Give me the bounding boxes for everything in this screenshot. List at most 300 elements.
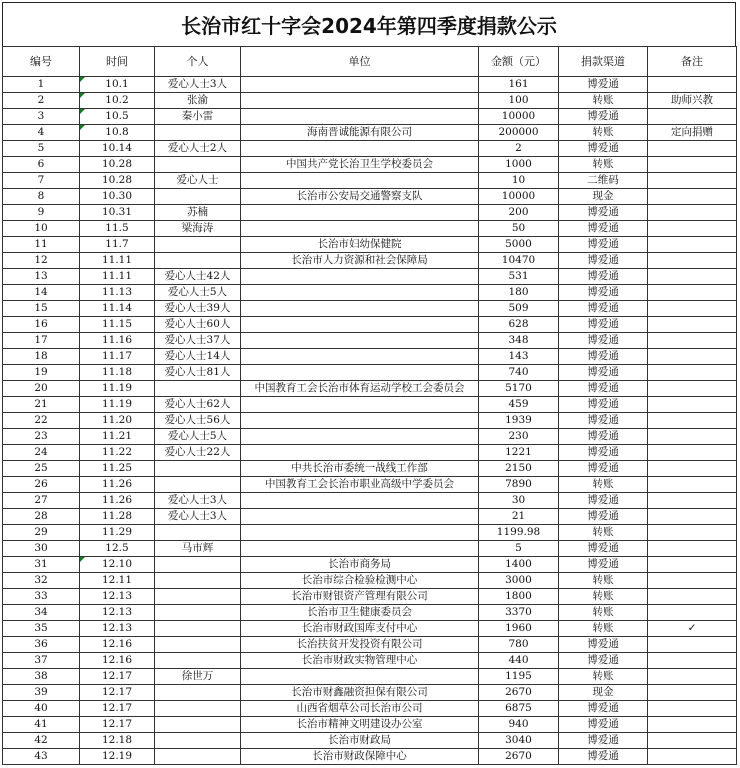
cell-date bbox=[80, 589, 155, 605]
cell-remark bbox=[648, 589, 737, 605]
cell-individual bbox=[155, 733, 241, 749]
cell-date-text: 10.2 bbox=[105, 94, 129, 106]
cell-organization bbox=[241, 381, 479, 397]
cell-organization-text: 长治市财政国库支付中心 bbox=[301, 622, 418, 634]
cell-number-text: 21 bbox=[34, 398, 48, 410]
cell-amount bbox=[479, 733, 559, 749]
cell-date bbox=[80, 141, 155, 157]
cell-number bbox=[3, 557, 80, 573]
cell-organization bbox=[241, 717, 479, 733]
table-row bbox=[3, 461, 737, 477]
cell-date bbox=[80, 621, 155, 637]
cell-individual-text: 爱心人士5人 bbox=[167, 286, 228, 298]
table-row bbox=[3, 557, 737, 573]
cell-individual bbox=[155, 221, 241, 237]
cell-amount bbox=[479, 605, 559, 621]
cell-date-text: 10.8 bbox=[105, 126, 129, 138]
cell-organization-text: 长治市财政保障中心 bbox=[312, 750, 407, 762]
cell-number-text: 25 bbox=[34, 462, 48, 474]
cell-amount-text: 10000 bbox=[501, 190, 536, 202]
cell-number-text: 43 bbox=[34, 750, 48, 762]
cell-date bbox=[80, 269, 155, 285]
table-row bbox=[3, 525, 737, 541]
cell-amount bbox=[479, 301, 559, 317]
cell-number bbox=[3, 429, 80, 445]
cell-amount bbox=[479, 653, 559, 669]
cell-date-text: 10.28 bbox=[101, 174, 133, 186]
cell-channel-text: 博爱通 bbox=[587, 254, 619, 266]
cell-individual-text: 爱心人士62人 bbox=[164, 398, 231, 410]
cell-channel bbox=[559, 125, 648, 141]
cell-amount-text: 50 bbox=[511, 222, 526, 234]
table-row bbox=[3, 509, 737, 525]
cell-channel-text: 博爱通 bbox=[587, 238, 619, 250]
cell-amount-text: 143 bbox=[508, 350, 529, 362]
cell-amount-text: 10000 bbox=[501, 110, 536, 122]
cell-organization-text: 海南晋诚能源有限公司 bbox=[307, 126, 412, 138]
table-row bbox=[3, 365, 737, 381]
cell-channel bbox=[559, 605, 648, 621]
cell-amount bbox=[479, 525, 559, 541]
cell-amount bbox=[479, 157, 559, 173]
cell-channel-text: 二维码 bbox=[587, 174, 619, 186]
cell-channel bbox=[559, 237, 648, 253]
cell-number-text: 11 bbox=[34, 238, 48, 250]
cell-number bbox=[3, 685, 80, 701]
cell-date bbox=[80, 525, 155, 541]
cell-amount bbox=[479, 749, 559, 765]
cell-channel-text: 博爱通 bbox=[587, 206, 619, 218]
cell-channel-text: 转账 bbox=[592, 526, 614, 538]
cell-individual bbox=[155, 669, 241, 685]
cell-organization bbox=[241, 221, 479, 237]
cell-remark bbox=[648, 653, 737, 669]
cell-amount bbox=[479, 189, 559, 205]
cell-remark bbox=[648, 157, 737, 173]
cell-organization bbox=[241, 157, 479, 173]
cell-number bbox=[3, 109, 80, 125]
cell-organization-text: 长治扶贫开发投资有限公司 bbox=[296, 638, 423, 650]
cell-number bbox=[3, 445, 80, 461]
cell-organization bbox=[241, 557, 479, 573]
cell-organization-text: 长治市财政局 bbox=[328, 734, 391, 746]
cell-number bbox=[3, 365, 80, 381]
cell-channel bbox=[559, 173, 648, 189]
cell-amount-text: 348 bbox=[508, 334, 529, 346]
table-row bbox=[3, 333, 737, 349]
cell-organization-text: 长治市财银资产管理有限公司 bbox=[291, 590, 428, 602]
cell-date-text: 11.16 bbox=[101, 334, 133, 346]
cell-date-text: 11.18 bbox=[101, 366, 133, 378]
cell-number bbox=[3, 93, 80, 109]
cell-individual bbox=[155, 349, 241, 365]
cell-comment-marker-icon bbox=[80, 77, 85, 82]
cell-channel-text: 现金 bbox=[592, 686, 614, 698]
table-row bbox=[3, 605, 737, 621]
cell-amount-text: 10 bbox=[511, 174, 526, 186]
cell-channel bbox=[559, 253, 648, 269]
table-row bbox=[3, 669, 737, 685]
cell-amount bbox=[479, 365, 559, 381]
cell-organization bbox=[241, 621, 479, 637]
cell-individual-text: 爱心人士3人 bbox=[167, 78, 228, 90]
table-row bbox=[3, 477, 737, 493]
cell-amount bbox=[479, 541, 559, 557]
cell-date-text: 12.17 bbox=[101, 718, 133, 730]
cell-amount-text: 3000 bbox=[505, 574, 532, 586]
cell-amount-text: 5000 bbox=[505, 238, 532, 250]
cell-amount-text: 5170 bbox=[505, 382, 532, 394]
cell-date-text: 11.7 bbox=[105, 238, 129, 250]
cell-organization bbox=[241, 237, 479, 253]
cell-amount-text: 2150 bbox=[505, 462, 532, 474]
table-row bbox=[3, 717, 737, 733]
cell-amount-text: 100 bbox=[508, 94, 529, 106]
cell-organization bbox=[241, 669, 479, 685]
cell-channel-text: 转账 bbox=[592, 622, 614, 634]
cell-number bbox=[3, 525, 80, 541]
cell-channel bbox=[559, 749, 648, 765]
cell-number-text: 15 bbox=[34, 302, 48, 314]
cell-organization bbox=[241, 429, 479, 445]
cell-remark bbox=[648, 429, 737, 445]
table-row bbox=[3, 237, 737, 253]
cell-channel-text: 博爱通 bbox=[587, 510, 619, 522]
cell-individual bbox=[155, 573, 241, 589]
cell-amount bbox=[479, 93, 559, 109]
cell-date-text: 11.26 bbox=[101, 478, 133, 490]
cell-channel bbox=[559, 589, 648, 605]
table-row bbox=[3, 317, 737, 333]
cell-channel-text: 博爱通 bbox=[587, 270, 619, 282]
header-row bbox=[3, 47, 737, 77]
cell-amount-text: 2670 bbox=[505, 750, 532, 762]
cell-number-text: 24 bbox=[34, 446, 48, 458]
cell-remark bbox=[648, 669, 737, 685]
cell-channel-text: 博爱通 bbox=[587, 78, 619, 90]
cell-organization bbox=[241, 573, 479, 589]
cell-number bbox=[3, 717, 80, 733]
cell-number-text: 26 bbox=[34, 478, 48, 490]
cell-remark-text: ✓ bbox=[687, 622, 697, 634]
cell-remark bbox=[648, 125, 737, 141]
cell-individual bbox=[155, 381, 241, 397]
cell-amount bbox=[479, 637, 559, 653]
cell-number bbox=[3, 221, 80, 237]
cell-date-text: 11.29 bbox=[101, 526, 133, 538]
header-number: 编号 bbox=[3, 47, 80, 77]
table-row bbox=[3, 109, 737, 125]
cell-number-text: 14 bbox=[34, 286, 48, 298]
cell-remark bbox=[648, 381, 737, 397]
cell-remark-text: 助师兴教 bbox=[671, 94, 713, 106]
cell-channel-text: 博爱通 bbox=[587, 398, 619, 410]
cell-amount-text: 21 bbox=[511, 510, 526, 522]
cell-remark bbox=[648, 93, 737, 109]
cell-number-text: 4 bbox=[37, 126, 45, 138]
cell-remark bbox=[648, 461, 737, 477]
cell-channel-text: 博爱通 bbox=[587, 462, 619, 474]
cell-number-text: 8 bbox=[37, 190, 45, 202]
cell-amount bbox=[479, 589, 559, 605]
cell-individual-text: 马市辉 bbox=[181, 542, 214, 554]
cell-channel bbox=[559, 221, 648, 237]
cell-channel-text: 博爱通 bbox=[587, 222, 619, 234]
cell-remark bbox=[648, 173, 737, 189]
cell-date bbox=[80, 381, 155, 397]
cell-individual bbox=[155, 125, 241, 141]
cell-date bbox=[80, 605, 155, 621]
cell-amount bbox=[479, 253, 559, 269]
cell-individual bbox=[155, 429, 241, 445]
cell-number bbox=[3, 605, 80, 621]
cell-channel-text: 博爱通 bbox=[587, 366, 619, 378]
cell-individual-text: 爱心人士5人 bbox=[167, 430, 228, 442]
cell-channel-text: 转账 bbox=[592, 158, 614, 170]
cell-number-text: 23 bbox=[34, 430, 48, 442]
cell-channel bbox=[559, 653, 648, 669]
cell-date bbox=[80, 749, 155, 765]
cell-date-text: 10.5 bbox=[105, 110, 129, 122]
cell-individual bbox=[155, 605, 241, 621]
cell-organization bbox=[241, 125, 479, 141]
cell-amount-text: 940 bbox=[508, 718, 529, 730]
cell-amount bbox=[479, 493, 559, 509]
cell-number-text: 9 bbox=[37, 206, 45, 218]
cell-channel bbox=[559, 445, 648, 461]
cell-remark bbox=[648, 317, 737, 333]
cell-date-text: 11.19 bbox=[101, 398, 133, 410]
cell-number bbox=[3, 285, 80, 301]
cell-channel bbox=[559, 77, 648, 93]
cell-comment-marker-icon bbox=[80, 109, 85, 114]
cell-number-text: 27 bbox=[34, 494, 48, 506]
cell-amount bbox=[479, 349, 559, 365]
cell-individual-text: 爱心人士3人 bbox=[167, 510, 228, 522]
cell-amount-text: 780 bbox=[508, 638, 529, 650]
cell-number-text: 35 bbox=[34, 622, 48, 634]
cell-number bbox=[3, 749, 80, 765]
cell-channel bbox=[559, 301, 648, 317]
cell-channel bbox=[559, 493, 648, 509]
cell-channel-text: 博爱通 bbox=[587, 350, 619, 362]
cell-individual bbox=[155, 333, 241, 349]
cell-organization bbox=[241, 749, 479, 765]
cell-individual-text: 苏楠 bbox=[187, 206, 208, 218]
cell-date bbox=[80, 109, 155, 125]
cell-date-text: 12.17 bbox=[101, 670, 133, 682]
cell-remark bbox=[648, 333, 737, 349]
cell-individual bbox=[155, 317, 241, 333]
cell-organization bbox=[241, 269, 479, 285]
cell-channel-text: 博爱通 bbox=[587, 302, 619, 314]
cell-number-text: 33 bbox=[34, 590, 48, 602]
cell-amount bbox=[479, 429, 559, 445]
cell-organization-text: 长治市卫生健康委员会 bbox=[307, 606, 412, 618]
cell-organization bbox=[241, 637, 479, 653]
table-row bbox=[3, 221, 737, 237]
table-row bbox=[3, 141, 737, 157]
cell-date-text: 12.5 bbox=[105, 542, 129, 554]
cell-channel-text: 转账 bbox=[592, 126, 614, 138]
spreadsheet bbox=[2, 2, 736, 765]
table-row bbox=[3, 93, 737, 109]
cell-remark bbox=[648, 525, 737, 541]
cell-individual bbox=[155, 413, 241, 429]
cell-remark bbox=[648, 749, 737, 765]
cell-remark bbox=[648, 285, 737, 301]
cell-amount-text: 740 bbox=[508, 366, 529, 378]
cell-remark bbox=[648, 717, 737, 733]
cell-date-text: 10.30 bbox=[101, 190, 133, 202]
cell-channel-text: 博爱通 bbox=[587, 318, 619, 330]
cell-date-text: 10.28 bbox=[101, 158, 133, 170]
cell-number-text: 39 bbox=[34, 686, 48, 698]
cell-date-text: 11.5 bbox=[105, 222, 129, 234]
cell-date-text: 10.31 bbox=[101, 206, 133, 218]
cell-date-text: 11.28 bbox=[101, 510, 133, 522]
cell-number-text: 1 bbox=[37, 78, 45, 90]
cell-number-text: 31 bbox=[34, 558, 48, 570]
cell-date-text: 12.19 bbox=[101, 750, 133, 762]
cell-individual bbox=[155, 157, 241, 173]
cell-number-text: 36 bbox=[34, 638, 48, 650]
cell-organization bbox=[241, 589, 479, 605]
cell-number bbox=[3, 701, 80, 717]
cell-date bbox=[80, 205, 155, 221]
cell-date bbox=[80, 477, 155, 493]
cell-individual bbox=[155, 717, 241, 733]
cell-number bbox=[3, 189, 80, 205]
cell-individual bbox=[155, 493, 241, 509]
cell-individual-text: 爱心人士60人 bbox=[164, 318, 231, 330]
cell-organization bbox=[241, 141, 479, 157]
cell-amount bbox=[479, 141, 559, 157]
cell-channel bbox=[559, 397, 648, 413]
cell-amount bbox=[479, 77, 559, 93]
cell-amount-text: 200 bbox=[508, 206, 529, 218]
cell-date bbox=[80, 365, 155, 381]
cell-organization bbox=[241, 285, 479, 301]
cell-date bbox=[80, 557, 155, 573]
cell-number bbox=[3, 573, 80, 589]
cell-number bbox=[3, 301, 80, 317]
cell-number-text: 2 bbox=[37, 94, 45, 106]
cell-individual bbox=[155, 701, 241, 717]
cell-organization bbox=[241, 509, 479, 525]
cell-remark bbox=[648, 189, 737, 205]
cell-organization bbox=[241, 317, 479, 333]
table-row bbox=[3, 77, 737, 93]
cell-remark bbox=[648, 701, 737, 717]
cell-number bbox=[3, 381, 80, 397]
cell-amount-text: 230 bbox=[508, 430, 529, 442]
table-row bbox=[3, 637, 737, 653]
cell-amount bbox=[479, 109, 559, 125]
cell-amount-text: 2670 bbox=[505, 686, 532, 698]
cell-number bbox=[3, 477, 80, 493]
cell-remark bbox=[648, 445, 737, 461]
cell-number bbox=[3, 397, 80, 413]
cell-amount-text: 5 bbox=[515, 542, 522, 554]
cell-number-text: 29 bbox=[34, 526, 48, 538]
cell-channel-text: 博爱通 bbox=[587, 334, 619, 346]
cell-individual bbox=[155, 589, 241, 605]
cell-date bbox=[80, 93, 155, 109]
cell-channel bbox=[559, 573, 648, 589]
cell-channel bbox=[559, 317, 648, 333]
cell-amount-text: 1400 bbox=[505, 558, 532, 570]
cell-date-text: 12.17 bbox=[101, 702, 133, 714]
cell-channel-text: 博爱通 bbox=[587, 638, 619, 650]
cell-number bbox=[3, 733, 80, 749]
cell-channel bbox=[559, 685, 648, 701]
cell-channel-text: 博爱通 bbox=[587, 494, 619, 506]
cell-amount bbox=[479, 381, 559, 397]
cell-organization-text: 长治市妇幼保健院 bbox=[317, 238, 402, 250]
cell-number bbox=[3, 77, 80, 93]
cell-date-text: 10.14 bbox=[101, 142, 133, 154]
cell-date bbox=[80, 285, 155, 301]
cell-date bbox=[80, 397, 155, 413]
cell-channel bbox=[559, 285, 648, 301]
cell-organization bbox=[241, 525, 479, 541]
cell-amount-text: 10470 bbox=[501, 254, 536, 266]
cell-organization-text: 长治市公安局交通警察支队 bbox=[296, 190, 423, 202]
cell-organization bbox=[241, 493, 479, 509]
table-row bbox=[3, 269, 737, 285]
cell-channel bbox=[559, 269, 648, 285]
cell-amount-text: 30 bbox=[511, 494, 526, 506]
cell-number-text: 40 bbox=[34, 702, 48, 714]
cell-channel-text: 博爱通 bbox=[587, 142, 619, 154]
cell-comment-marker-icon bbox=[80, 125, 85, 130]
cell-number bbox=[3, 509, 80, 525]
cell-date bbox=[80, 157, 155, 173]
cell-organization bbox=[241, 365, 479, 381]
cell-channel bbox=[559, 701, 648, 717]
cell-amount-text: 1199.98 bbox=[496, 526, 541, 538]
table-row bbox=[3, 701, 737, 717]
cell-organization bbox=[241, 733, 479, 749]
cell-organization bbox=[241, 333, 479, 349]
cell-individual-text: 爱心人士 bbox=[176, 174, 219, 186]
cell-date bbox=[80, 669, 155, 685]
cell-organization bbox=[241, 253, 479, 269]
cell-date-text: 11.22 bbox=[101, 446, 133, 458]
table-row bbox=[3, 589, 737, 605]
cell-individual bbox=[155, 653, 241, 669]
cell-organization bbox=[241, 605, 479, 621]
cell-amount-text: 161 bbox=[508, 78, 529, 90]
cell-number bbox=[3, 253, 80, 269]
cell-number-text: 3 bbox=[37, 110, 45, 122]
cell-date bbox=[80, 541, 155, 557]
cell-date-text: 12.13 bbox=[101, 606, 133, 618]
cell-channel bbox=[559, 477, 648, 493]
cell-amount-text: 1195 bbox=[505, 670, 532, 682]
cell-channel-text: 博爱通 bbox=[587, 382, 619, 394]
cell-individual-text: 爱心人士56人 bbox=[164, 414, 231, 426]
cell-amount bbox=[479, 317, 559, 333]
cell-channel bbox=[559, 637, 648, 653]
cell-date bbox=[80, 445, 155, 461]
cell-remark bbox=[648, 541, 737, 557]
cell-amount bbox=[479, 669, 559, 685]
cell-date bbox=[80, 189, 155, 205]
cell-date bbox=[80, 573, 155, 589]
cell-channel-text: 转账 bbox=[592, 606, 614, 618]
